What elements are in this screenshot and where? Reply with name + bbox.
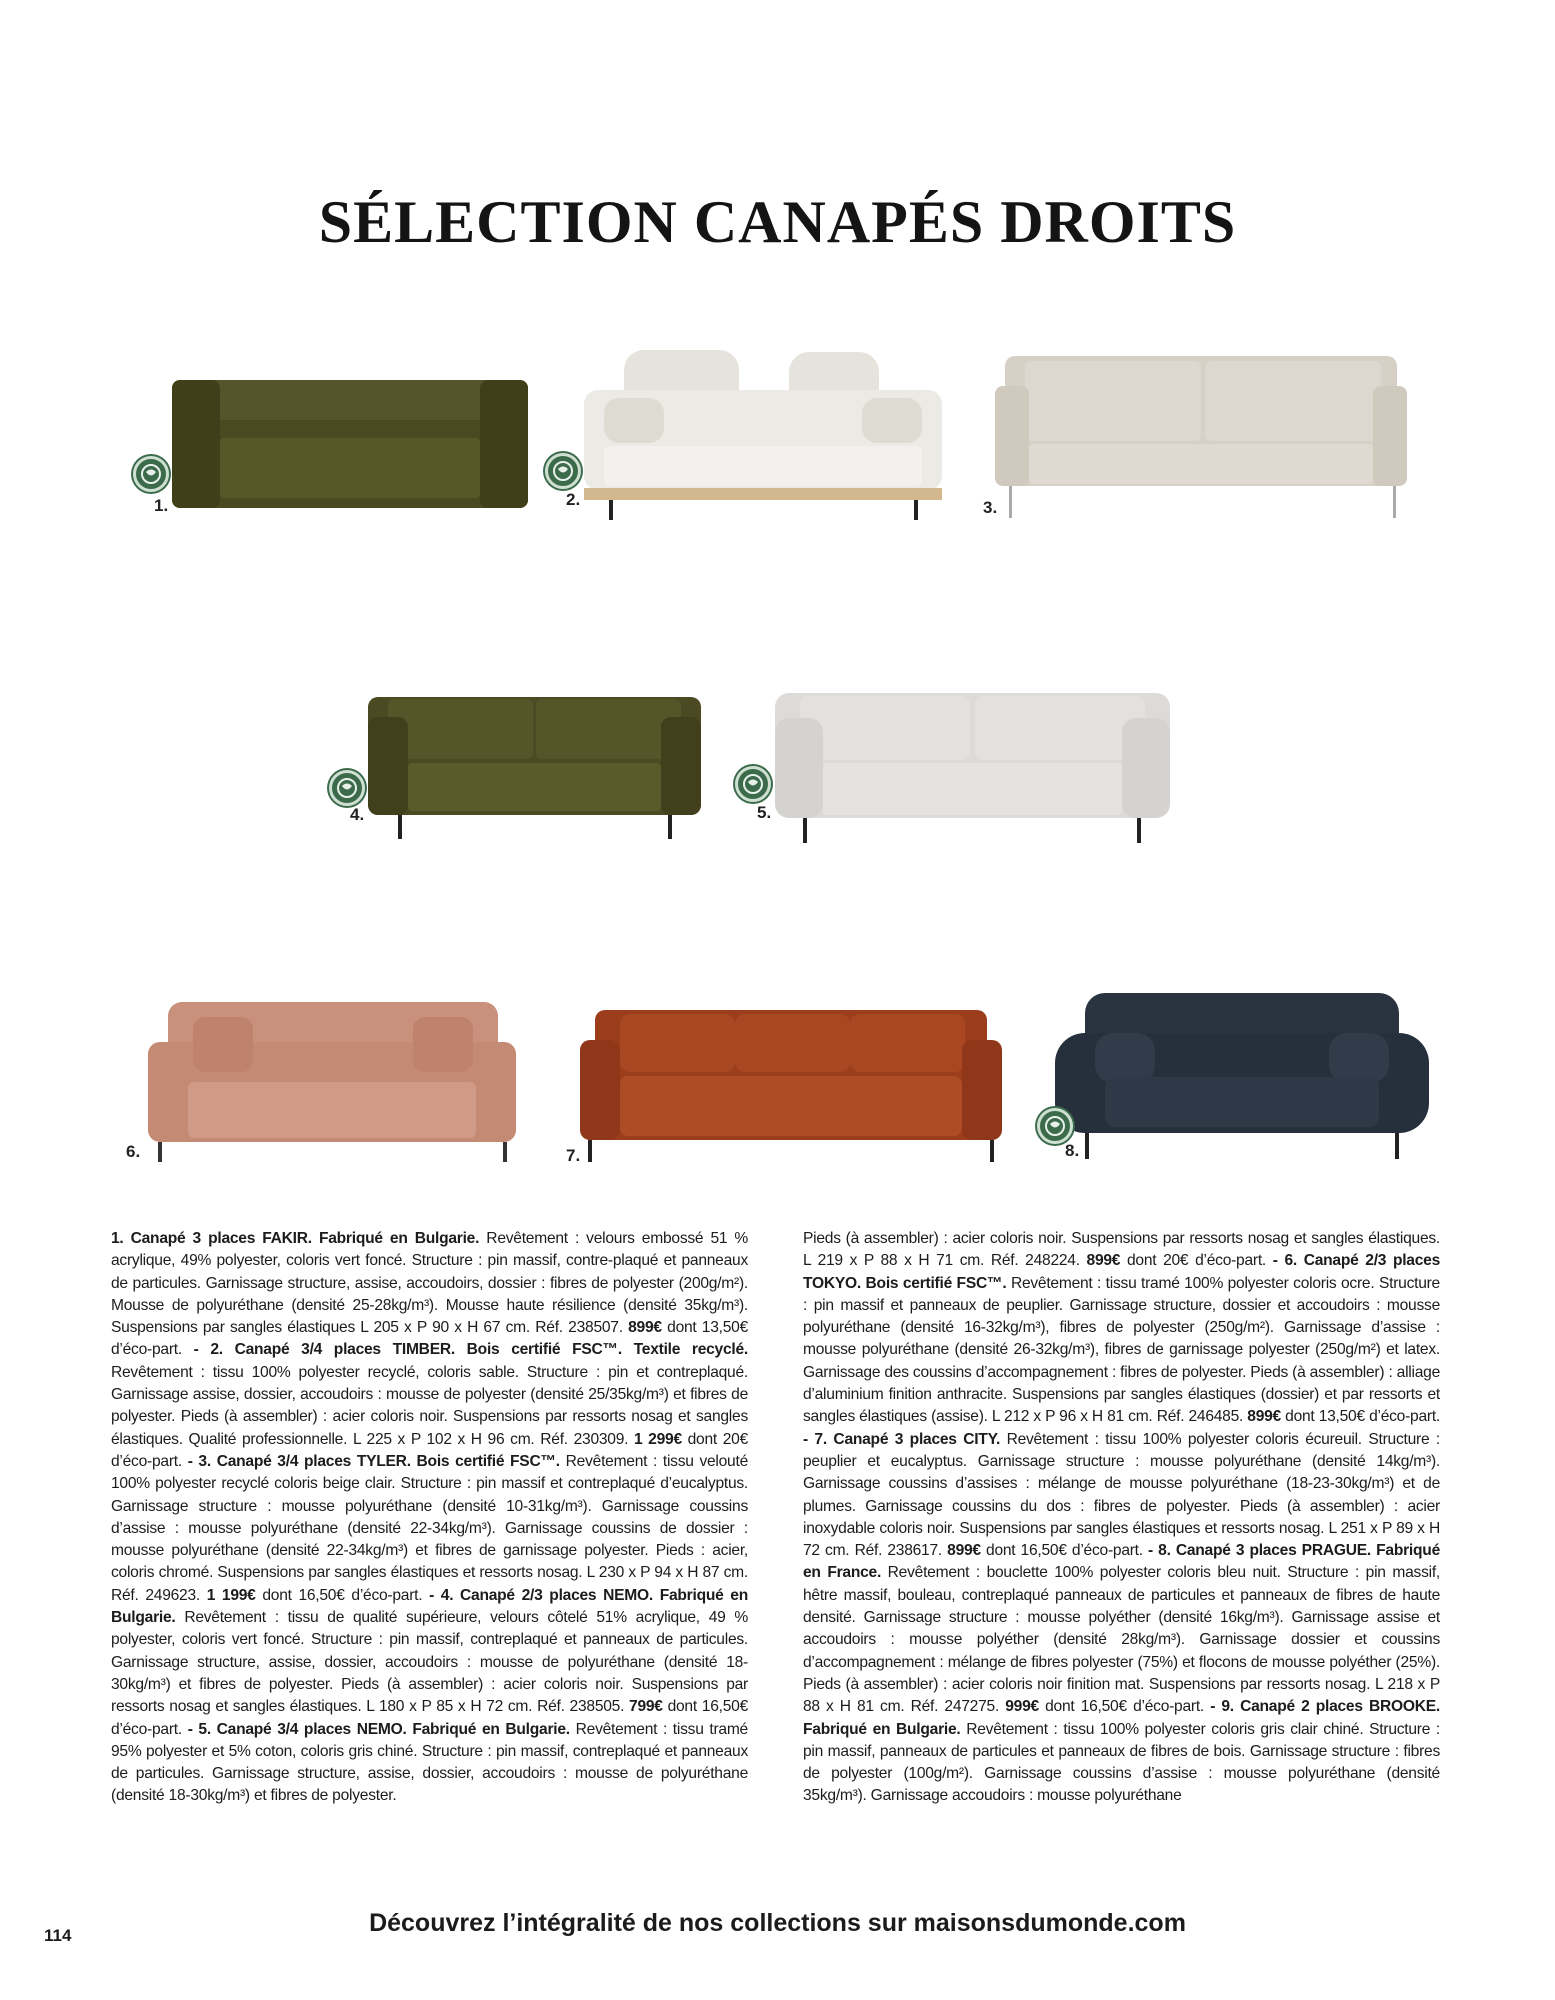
- eco-label-icon: [545, 453, 581, 489]
- sofa-illustration: [995, 356, 1407, 526]
- sofa-illustration: [368, 697, 701, 842]
- eco-participation: dont 13,50€ d’éco-part.: [1280, 1408, 1440, 1426]
- sofa-illustration: [775, 693, 1170, 845]
- product-heading: - 2. Canapé 3/4 places TIMBER. Bois certifié FSC™. Textile recyclé.: [181, 1341, 748, 1359]
- product-heading: - 9. Canapé 2 places BROOKE. Fabriqué en Bulgarie.: [803, 1698, 1440, 1738]
- product-image-nemo-2-3[interactable]: [350, 697, 701, 842]
- sofa-illustration: [584, 350, 942, 522]
- product-number: 2.: [566, 490, 581, 509]
- product-details: Revêtement : tissu tramé 95% polyester et 5% coton, coloris gris chiné. Structure : pin massif, contreplaqué et panneaux de particules. Garnissage structure, assise, dossier, accoudoirs : mousse de polyuréthane (densité 18-30kg/m³) et fibres de polyester.: [111, 1720, 748, 1805]
- product-image-tokyo[interactable]: [126, 1002, 516, 1162]
- eco-participation: dont 16,50€ d’éco-part.: [1038, 1698, 1205, 1716]
- eco-participation: dont 13,50€ d’éco-part.: [111, 1319, 748, 1359]
- product-details: Pieds (à assembler) : acier coloris noir. Suspensions par ressorts nosag et sangles élastiques. L 219 x P 88 x H 71 cm. Réf. 248224.: [803, 1230, 1440, 1270]
- product-details: Revêtement : tissu 100% polyester recyclé, coloris sable. Structure : pin et contreplaqué. Garnissage assise, dossier, accoudoirs : mousse de polyester (densité 25/35kg/m³) et fibres de polyester. Pieds (à assembler) : acier coloris noir. Suspensions par ressorts nosag et sangles élastiques. Qualité professionnelle. L 225 x P 102 x H 96 cm. Réf. 230309.: [111, 1363, 748, 1448]
- product-number: 7.: [566, 1146, 581, 1165]
- eco-participation: dont 16,50€ d’éco-part.: [111, 1698, 748, 1738]
- product-details: Revêtement : velours embossé 51 % acrylique, 49% polyester, coloris vert foncé. Structure : pin massif, contre-plaqué et panneaux de particules. Garnissage structure, assise, accoudoirs, dossier : fibres de polyester (200g/m²). Mousse de polyuréthane (densité 25-28kg/m³). Mousse haute résilience (densité 35kg/m³). Suspensions par sangles élastiques L 205 x P 90 x H 67 cm. Réf. 238507.: [111, 1230, 748, 1337]
- page-title: SÉLECTION CANAPÉS DROITS: [318, 189, 1237, 255]
- product-heading: - 3. Canapé 3/4 places TYLER. Bois certifié FSC™.: [181, 1452, 560, 1470]
- product-heading: - 5. Canapé 3/4 places NEMO. Fabriqué en Bulgarie.: [181, 1720, 570, 1738]
- product-number: 8.: [1065, 1141, 1080, 1160]
- product-heading: - 7. Canapé 3 places CITY.: [803, 1430, 1001, 1448]
- product-details: Revêtement : tissu de qualité supérieure, velours côtelé 51% acrylique, 49 % polyester, coloris vert foncé. Structure : pin massif, contreplaqué et panneaux de particules. Garnissage structure, assise, dossier, accoudoirs : mousse de polyuréthane (densité 18-30kg/m³) et fibres de polyester. Pieds (à assembler) : acier coloris noir. Suspensions par ressorts nosag et sangles élastiques. L 180 x P 85 x H 72 cm. Réf. 238505.: [111, 1609, 748, 1716]
- product-details: Revêtement : tissu velouté 100% polyester recyclé coloris beige clair. Structure : pin massif et contreplaqué d’eucalyptus. Garnissage structure : mousse polyuréthane (densité 10-31kg/m³). Garnissage coussins d’assise : mousse polyuréthane (densité 22-34kg/m³). Garnissage coussins de dossier : mousse polyuréthane (densité 22-34kg/m³) et fibres de garnissage polyester. Pieds : acier, coloris chromé. Suspensions par sangles élastiques et ressorts nosag. L 230 x P 94 x H 87 cm. Réf. 249623.: [111, 1452, 748, 1604]
- product-descriptions-right: [803, 1228, 1440, 1860]
- product-price: 899€: [941, 1542, 981, 1560]
- eco-label-icon: [329, 770, 365, 806]
- product-image-prague[interactable]: [1055, 993, 1429, 1163]
- product-number: 4.: [350, 805, 365, 824]
- product-details: Revêtement : tissu 100% polyester coloris gris clair chiné. Structure : pin massif, panneaux de particules et panneaux de fibres de bois. Garnissage structure : fibres de polyester (100g/m²). Garnissage coussins d’assise : mousse polyuréthane (densité 35kg/m³). Garnissage accoudoirs : mousse polyuréthane: [803, 1720, 1440, 1805]
- eco-participation: dont 20€ d’éco-part.: [111, 1430, 748, 1470]
- product-heading: - 4. Canapé 2/3 places NEMO. Fabriqué en Bulgarie.: [111, 1586, 748, 1627]
- product-price: 899€: [1079, 1252, 1121, 1270]
- product-price: 899€: [622, 1319, 662, 1337]
- product-details: Revêtement : tissu 100% polyester coloris écureuil. Structure : peuplier et eucalyptus. Garnissage structure : mousse polyuréthane (densité 14kg/m³). Garnissage coussins d’assises : mélange de mousse polyuréthane (18-23-30kg/m³) et de plumes. Garnissage coussins du dos : fibres de polyester. Pieds (à assembler) : acier inoxydable coloris noir. Suspensions par sangles élastiques et ressorts nosag. L 251 x P 89 x H 72 cm. Réf. 238617.: [803, 1430, 1440, 1560]
- product-price: 999€: [999, 1698, 1039, 1716]
- product-details: Revêtement : bouclette 100% polyester coloris bleu nuit. Structure : pin massif, hêtre massif, bouleau, contreplaqué panneaux de particules et panneaux de fibres de haute densité. Garnissage structure : mousse polyéther (densité 16kg/m³). Garnissage assise et accoudoirs : mousse polyéther (densité 28kg/m³). Garnissage dossier et coussins d’accompagnement : mélange de fibres polyester (75%) et flocons de mousse polyéther (25%). Pieds (à assembler) : acier coloris noir finition mat. Suspensions par ressorts nosag. L 218 x P 88 x H 81 cm. Réf. 247275.: [803, 1564, 1440, 1716]
- product-number: 6.: [126, 1142, 141, 1161]
- eco-participation: dont 16,50€ d’éco-part.: [980, 1542, 1143, 1560]
- sofa-illustration: [580, 1010, 1002, 1162]
- product-descriptions-left: [111, 1228, 748, 1860]
- product-image-tyler[interactable]: [983, 356, 1407, 526]
- sofa-illustration: [1055, 993, 1429, 1163]
- product-heading: - 8. Canapé 3 places PRAGUE. Fabriqué en France.: [803, 1542, 1440, 1582]
- product-image-nemo-3-4[interactable]: [757, 693, 1170, 845]
- eco-participation: dont 20€ d’éco-part.: [1120, 1252, 1267, 1270]
- product-image-city[interactable]: [566, 1010, 1002, 1165]
- eco-label-icon: [735, 766, 771, 802]
- eco-participation: dont 16,50€ d’éco-part.: [255, 1586, 423, 1604]
- footer-website-link[interactable]: Découvrez l’intégralité de nos collections sur maisonsdumonde.com: [369, 1909, 1186, 1937]
- product-heading: - 6. Canapé 2/3 places TOKYO. Bois certifié FSC™.: [803, 1252, 1440, 1292]
- sofa-illustration: [148, 1002, 516, 1162]
- product-number: 5.: [757, 803, 772, 822]
- product-heading: 1. Canapé 3 places FAKIR. Fabriqué en Bulgarie.: [111, 1230, 480, 1247]
- page-number: 114: [44, 1926, 72, 1945]
- eco-label-icon: [133, 456, 169, 492]
- product-price: 1 299€: [628, 1430, 682, 1448]
- product-details: Revêtement : tissu tramé 100% polyester coloris ocre. Structure : pin massif et panneaux de peuplier. Garnissage structure, dossier et accoudoirs : mousse polyuréthane (densité 16-32kg/m³), fibres de polyester (250g/m²). Garnissage d’assise : mousse polyuréthane (densité 26-32kg/m³), fibres de garnissage polyester (250g/m²) et latex. Garnissage des coussins d’accompagnement : fibres de polyester. Pieds (à assembler) : alliage d’aluminium finition anthracite. Suspensions par sangles élastiques (dossier) et par ressorts et sangles élastiques (assise). L 212 x P 96 x H 81 cm. Réf. 246485.: [803, 1274, 1440, 1426]
- product-price: 799€: [624, 1698, 663, 1716]
- product-image-fakir[interactable]: [154, 378, 530, 515]
- product-price: 1 199€: [199, 1586, 256, 1604]
- product-number: 3.: [983, 498, 998, 517]
- product-number: 1.: [154, 496, 169, 515]
- sofa-illustration: [170, 378, 530, 513]
- product-price: 899€: [1243, 1408, 1281, 1426]
- product-image-timber[interactable]: [566, 350, 942, 522]
- eco-label-icon: [1037, 1108, 1073, 1144]
